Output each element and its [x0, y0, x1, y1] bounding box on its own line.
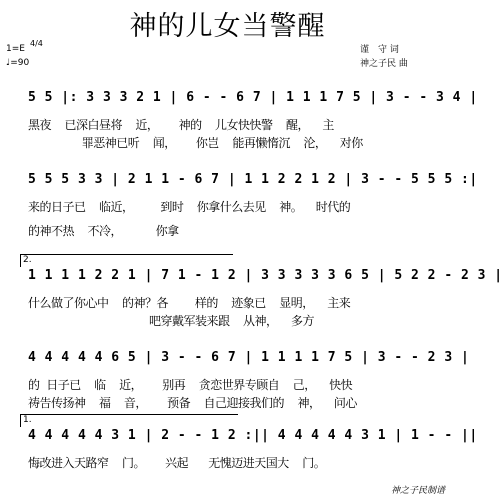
- song-title: 神的儿女当警醒: [129, 11, 326, 42]
- lyric-line-1b: 罪恶神已听 闻， 你岂 能再懒惰沉 沦， 对你: [28, 136, 363, 150]
- lyricist-credit: 谨 守 词: [360, 45, 399, 55]
- footer-credit: 神之子民制谱: [390, 486, 445, 496]
- tempo-marking: ♩=90: [6, 58, 30, 68]
- volta-bracket-1: 1.: [20, 414, 238, 427]
- lyric-line-4a: 的 日子已 临 近， 别再 贪恋世界专顾自 己， 快快: [28, 378, 353, 392]
- lyric-line-3a: 什么做了你心中 的神？各 样的 迹象已 显明， 主来: [28, 296, 351, 310]
- notes-line-4: 4 4 4 4 4 6 5 | 3 - - 6 7 | 1 1 1 1 7 5 | 3 - - 2 3 |: [28, 350, 470, 365]
- composer-credit: 神之子民 曲: [360, 59, 408, 69]
- lyric-line-3b: 吧穿戴军装来跟 从神， 多方: [28, 314, 314, 328]
- notes-line-5: 4 4 4 4 4 3 1 | 2 - - 1 2 :|| 4 4 4 4 4 3 1 | 1 - - ||: [28, 428, 478, 443]
- notes-line-1: 5 5 |: 3 3 3 2 1 | 6 - - 6 7 | 1 1 1 7 5 | 3 - - 3 4 |: [28, 90, 478, 105]
- lyric-line-1a: 黑夜 已深白昼将 近， 神的 儿女快快警 醒， 主: [28, 118, 334, 132]
- time-signature: 4/4: [30, 39, 43, 48]
- lyric-line-2a: 来的日子已 临近， 到时 你拿什么去见 神。 时代的: [28, 200, 351, 214]
- notes-line-2: 5 5 5 3 3 | 2 1 1 - 6 7 | 1 1 2 2 1 2 | 3 - - 5 5 5 :|: [28, 172, 478, 187]
- lyric-line-5a: 悔改进入天路窄 门。 兴起 无愧迈进天国大 门。: [28, 456, 326, 470]
- lyric-line-2b: 的神不热 不冷， 你拿: [28, 224, 179, 238]
- lyric-line-4b: 祷告传扬神 福 音， 预备 自己迎接我们的 神， 问心: [28, 396, 357, 410]
- volta-bracket-2: 2.: [20, 254, 233, 267]
- notes-line-3: 1 1 1 1 2 2 1 | 7 1 - 1 2 | 3 3 3 3 3 6 5 | 5 2 2 - 2 3 |: [28, 268, 503, 283]
- key-signature: 1=E: [6, 44, 25, 54]
